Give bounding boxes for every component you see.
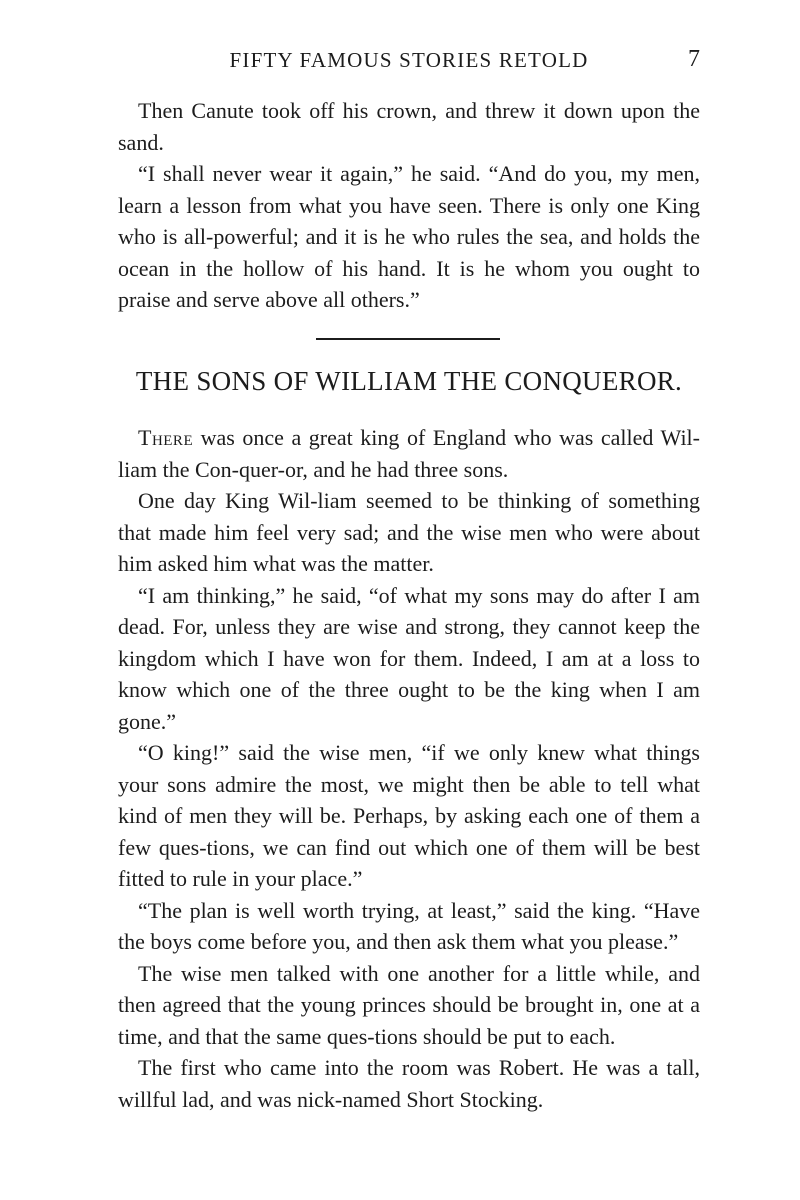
- paragraph: The wise men talked with one another for a little while, and then agreed that the young princes should be brought in, one at a time, and that the same ques-tions should be put to each.: [118, 960, 700, 1049]
- running-head: [118, 46, 700, 76]
- paragraph: “O king!” said the wise men, “if we only knew what things your sons admire the most, we might then be able to tell what kind of men they will be. Perhaps, by asking each one of them a few ques-tions, we can find out which one of them will be best fitted to rule in your place.”: [118, 740, 700, 891]
- paragraph: “I am thinking,” he said, “of what my sons may do after I am dead. For, unless they are wise and strong, they cannot keep the kingdom which I have won for them. Indeed, I am at a loss to know which one of the three ought to be the king when I am gone.”: [118, 582, 700, 734]
- previous-story-ending: [118, 95, 700, 316]
- drop-word: There: [138, 425, 194, 450]
- paragraph: One day King Wil-liam seemed to be thinking of something that made him feel very sad; and the wise men who were about him asked him what was the matter.: [118, 488, 700, 576]
- running-title: FIFTY FAMOUS STORIES RETOLD: [229, 48, 589, 72]
- chapter-body: [118, 422, 700, 1115]
- paragraph: Then Canute took off his crown, and threw it down upon the sand.: [118, 98, 700, 155]
- page-number: 7: [688, 46, 700, 72]
- paragraph: “I shall never wear it again,” he said. “And do you, my men, learn a lesson from what you have seen. There is only one King who is all-powerful; and it is he who rules the sea, and holds the ocean in the hollow of his hand. It is he whom you ought to praise and serve above all others.”: [118, 161, 700, 312]
- chapter-title: THE SONS OF WILLIAM THE CONQUEROR.: [135, 366, 683, 396]
- opening-paragraph-text: was once a great king of England who was called Wil-liam the Con-quer-or, and he had three sons.: [118, 425, 700, 482]
- section-divider-rule: [316, 338, 500, 340]
- opening-paragraph: [118, 422, 700, 485]
- paragraph: “The plan is well worth trying, at least,” said the king. “Have the boys come before you, and then ask them what you please.”: [118, 897, 700, 954]
- paragraph: The first who came into the room was Robert. He was a tall, willful lad, and was nick-named Short Stocking.: [118, 1055, 700, 1112]
